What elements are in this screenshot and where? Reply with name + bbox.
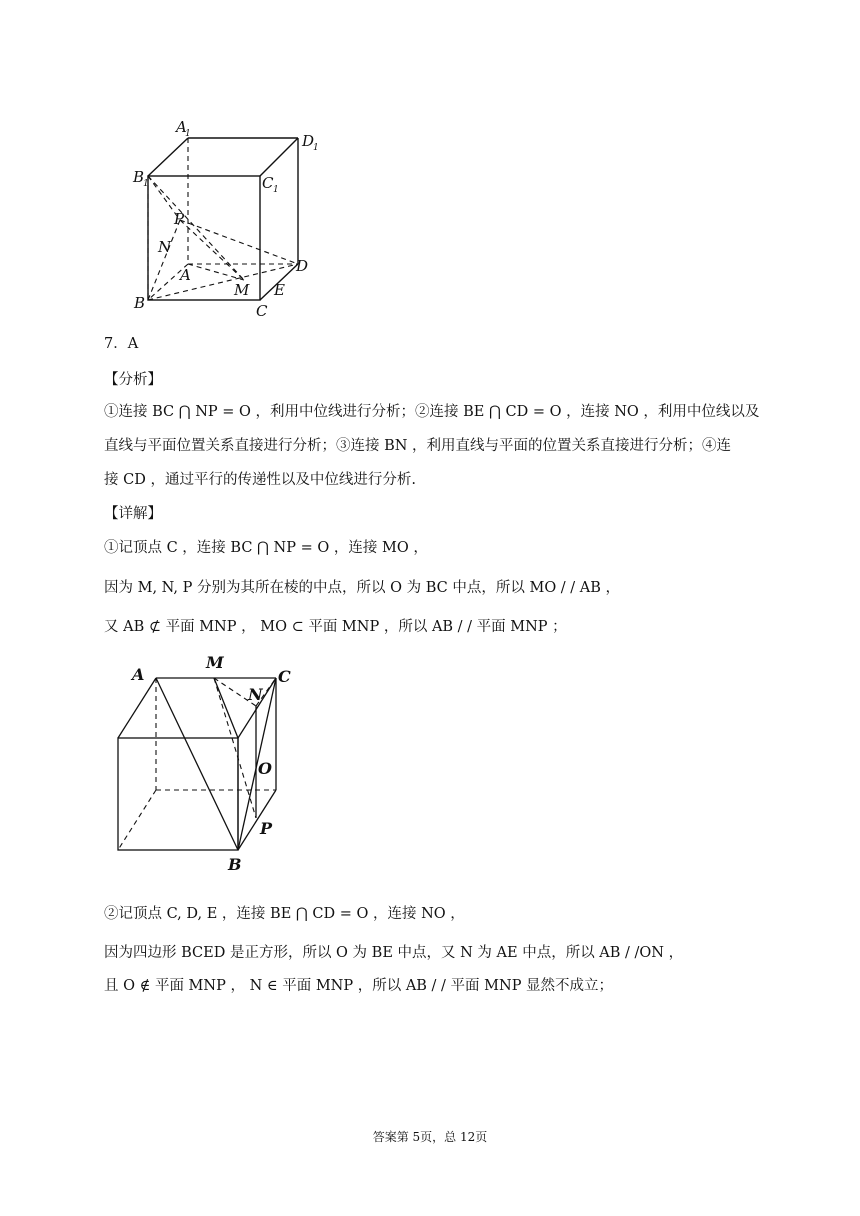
figure-cube-2 — [110, 650, 310, 880]
label2-N: N — [248, 685, 263, 704]
detail-line-4: ②记顶点 C, D, E ，连接 BE ⋂ CD = O ，连接 NO ， — [104, 906, 465, 922]
label-E: E — [274, 281, 285, 299]
label-N: N — [158, 238, 172, 256]
label2-O: O — [258, 759, 272, 778]
detail-line-2: 因为 M, N, P 分别为其所在棱的中点，所以 O 为 BC 中点，所以 MO / / AB ， — [104, 580, 621, 596]
label-A: A — [180, 266, 191, 284]
detail-heading: 【详解】 — [104, 506, 162, 522]
detail-line-1: ①记顶点 C ，连接 BC ⋂ NP = O ，连接 MO ， — [104, 540, 428, 556]
label-C1: C — [262, 174, 274, 192]
label-D: D — [296, 257, 309, 275]
label2-B: B — [228, 855, 242, 874]
analysis-line-3: 接 CD ，通过平行的传递性以及中位线进行分析. — [104, 472, 417, 488]
detail-line-6: 且 O ∉ 平面 MNP ， N ∈ 平面 MNP ，所以 AB / / 平面 MNP 显然不成立； — [104, 978, 614, 994]
label-A1: A — [176, 118, 187, 136]
analysis-line-1: ①连接 BC ⋂ NP = O ，利用中位线进行分析；②连接 BE ⋂ CD = O ，连接 NO ，利用中位线以及 — [104, 404, 760, 420]
label-P: P — [174, 210, 185, 228]
page-footer: 答案第 5页，总 12页 — [372, 1130, 488, 1144]
figure-cube-1-svg — [128, 112, 328, 322]
analysis-heading: 【分析】 — [104, 372, 162, 388]
question-number: 7．A — [104, 336, 139, 352]
label-B: B — [134, 294, 146, 312]
label-M: M — [234, 281, 250, 299]
label-C1-sub: 1 — [273, 185, 279, 195]
label2-P: P — [260, 819, 273, 838]
label-A1-sub: 1 — [185, 129, 191, 139]
figure-cube-2-svg — [110, 650, 310, 880]
label-B1: B — [133, 168, 145, 186]
label2-C: C — [278, 667, 291, 686]
label-D1: D — [302, 132, 315, 150]
detail-line-3: 又 AB ⊄ 平面 MNP ， MO ⊂ 平面 MNP ，所以 AB / / 平面 MNP ； — [104, 619, 567, 635]
detail-line-5: 因为四边形 BCED 是正方形，所以 O 为 BE 中点，又 N 为 AE 中点，所以 AB / /ON ， — [104, 945, 684, 961]
label-D1-sub: 1 — [313, 143, 319, 153]
label-B1-sub: 1 — [143, 179, 149, 189]
analysis-line-2: 直线与平面位置关系直接进行分析；③连接 BN ，利用直线与平面的位置关系直接进行分析；④连 — [104, 438, 732, 454]
label2-A: A — [132, 665, 145, 684]
figure-cube-1 — [128, 112, 328, 322]
label-C: C — [256, 302, 268, 320]
label2-M: M — [206, 653, 224, 672]
